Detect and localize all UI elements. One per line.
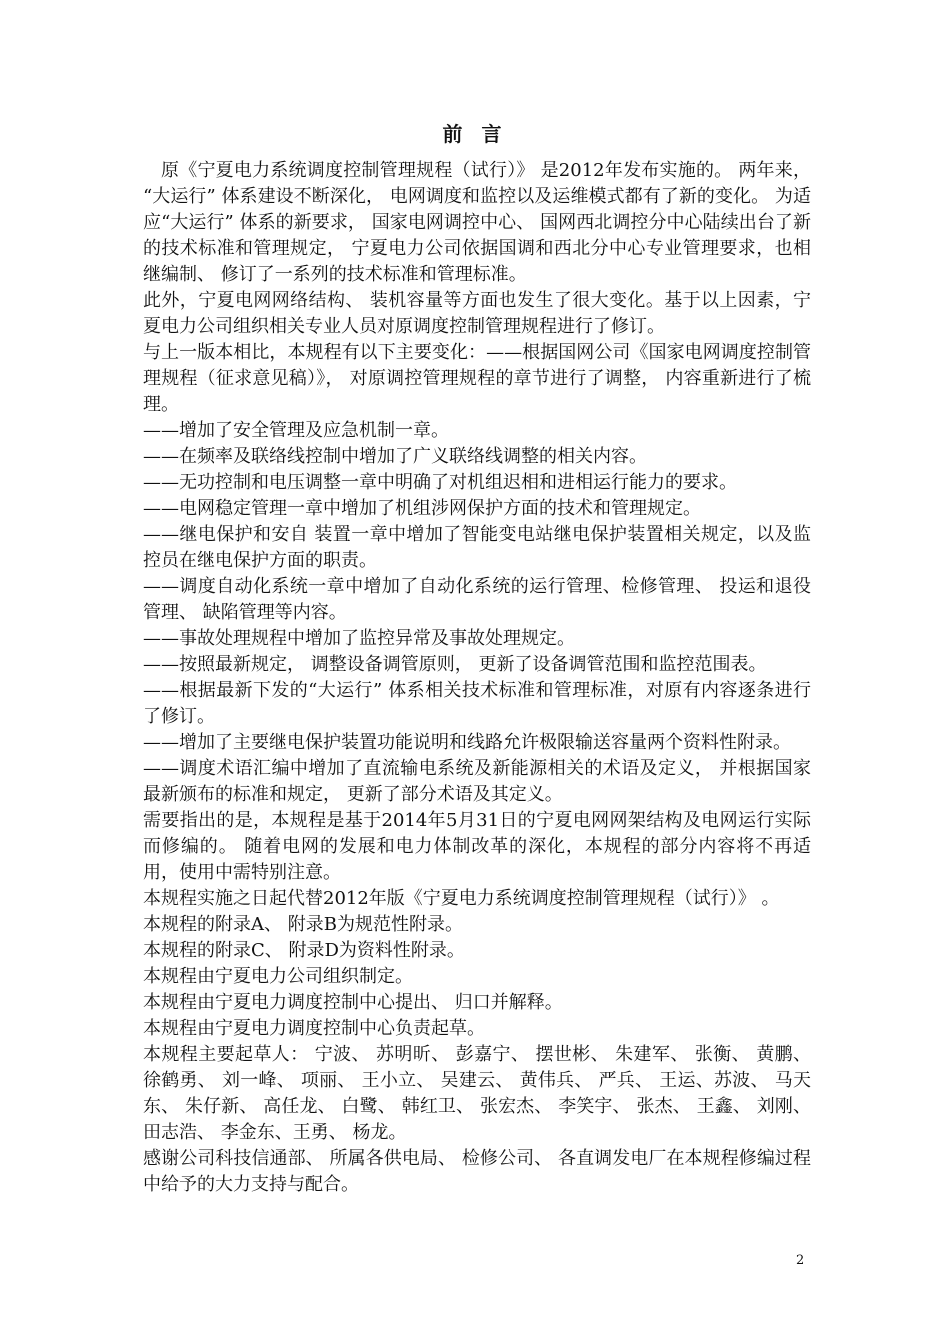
paragraph-changes-intro: 与上一版本相比，本规程有以下主要变化：——根据国网公司《国家电网调度控制管理规程（征求意见稿）》， 对原调控管理规程的章节进行了调整， 内容重新进行了梳理。: [143, 342, 811, 415]
change-item: ——事故处理规程中增加了监控异常及事故处理规定。: [143, 628, 575, 649]
paragraph-informative-appendix: 本规程的附录C、 附录D为资料性附录。: [143, 940, 465, 961]
paragraph-acknowledgement: 感谢公司科技信通部、 所属各供电局、 检修公司、 各直调发电厂在本规程修编过程中给予的大力支持与配合。: [143, 1148, 811, 1195]
paragraph-note: 需要指出的是，本规程是基于2014年5月31日的宁夏电网网架结构及电网运行实际而修编的。 随着电网的发展和电力体制改革的深化，本规程的部分内容将不再适用，使用中需特别注意。: [143, 810, 811, 883]
page-title: 前 言: [442, 122, 508, 146]
paragraph-drafter-unit: 本规程由宁夏电力调度控制中心负责起草。: [143, 1018, 485, 1039]
paragraph-drafters: 本规程主要起草人： 宁波、 苏明昕、 彭嘉宁、 摆世彬、 朱建军、 张衡、 黄鹏、 徐鹤勇、 刘一峰、 项丽、 王小立、 吴建云、 黄伟兵、 严兵、 王运、苏波、 马天东、 朱仔新、 高任龙、 白鹭、 韩红卫、 张宏杰、 李笑宇、 张杰、 王鑫、 刘刚、 田志浩、 李金东、王勇、 杨龙。: [143, 1044, 811, 1143]
change-item: ——根据最新下发的“大运行” 体系相关技术标准和管理标准，对原有内容逐条进行了修订。: [143, 680, 811, 727]
change-item: ——调度自动化系统一章中增加了自动化系统的运行管理、检修管理、 投运和退役管理、 缺陷管理等内容。: [143, 576, 811, 623]
change-item: ——电网稳定管理一章中增加了机组涉网保护方面的技术和管理规定。: [143, 498, 701, 519]
paragraph-intro: 原《宁夏电力系统调度控制管理规程（试行）》 是2012年发布实施的。 两年来， “大运行” 体系建设不断深化， 电网调度和监控以及运维模式都有了新的变化。 为适应“大运行” 体系的新要求， 国家电网调控中心、 国网西北调控分中心陆续出台了新的技术标准和管理规定， 宁夏电力公司依据国调和西北分中心专业管理要求，也相继编制、 修订了一系列的技术标准和管理标准。: [143, 160, 811, 285]
change-item: ——调度术语汇编中增加了直流输电系统及新能源相关的术语及定义， 并根据国家最新颁布的标准和规定， 更新了部分术语及其定义。: [143, 758, 811, 805]
change-item: ——按照最新规定， 调整设备调管原则， 更新了设备调管范围和监控范围表。: [143, 654, 767, 675]
paragraph-background: 此外，宁夏电网网络结构、 装机容量等方面也发生了很大变化。基于以上因素，宁夏电力公司组织相关专业人员对原调度控制管理规程进行了修订。: [143, 290, 811, 337]
paragraph-organizer: 本规程由宁夏电力公司组织制定。: [143, 966, 413, 987]
page-number: 2: [796, 1253, 805, 1268]
change-item: ——增加了安全管理及应急机制一章。: [143, 420, 449, 441]
change-item: ——继电保护和安自 装置一章中增加了智能变电站继电保护装置相关规定，以及监控员在继电保护方面的职责。: [143, 524, 811, 571]
paragraph-replaces: 本规程实施之日起代替2012年版《宁夏电力系统调度控制管理规程（试行）》 。: [143, 888, 780, 909]
document-body: [143, 158, 811, 1198]
paragraph-proposer: 本规程由宁夏电力调度控制中心提出、 归口并解释。: [143, 992, 563, 1013]
change-item: ——在频率及联络线控制中增加了广义联络线调整的相关内容。: [143, 446, 647, 467]
change-item: ——增加了主要继电保护装置功能说明和线路允许极限输送容量两个资料性附录。: [143, 732, 791, 753]
change-item: ——无功控制和电压调整一章中明确了对机组迟相和进相运行能力的要求。: [143, 472, 737, 493]
paragraph-normative-appendix: 本规程的附录A、 附录B为规范性附录。: [143, 914, 463, 935]
